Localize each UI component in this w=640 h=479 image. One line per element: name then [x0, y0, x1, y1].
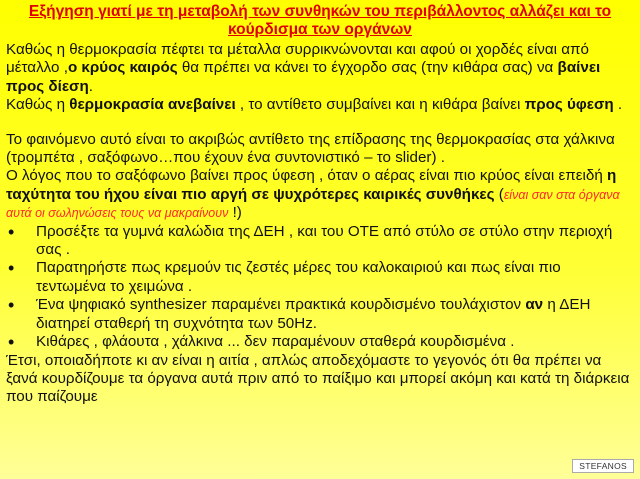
para1-text-1: Καθώς η θερμοκρασία πέφτει τα μέταλλα συρρικνώνονται και αφού οι χορδές είναι από μέταλλο , — [6, 41, 589, 77]
para1-text-3: . — [88, 77, 93, 95]
paragraph-1 — [6, 41, 632, 96]
bullet-item-4: • Κιθάρες , φλάουτα , χάλκινα ... δεν παραμένουν σταθερά κουρδισμένα . — [6, 333, 632, 351]
para2-text-1: Καθώς η — [6, 96, 70, 114]
para2-text-2: , το αντίθετο συμβαίνει και η κιθάρα βαίνει — [235, 96, 525, 114]
spacer — [6, 115, 632, 131]
bullet3-text-2: η ΔΕΗ διατηρεί σταθερή τη συχνότητα των 50Hz. — [36, 296, 591, 332]
slide-title — [0, 0, 640, 39]
title-line-2: κούρδισμα των οργάνων — [228, 21, 412, 38]
para1-bold-1: ο κρύος καιρός — [67, 59, 178, 77]
para4-text-1: Ο λόγος που το σαξόφωνο βαίνει προς ύφεση , όταν ο αέρας είναι πιο κρύος είναι επειδή — [6, 167, 607, 185]
bullet-item-3 — [6, 296, 632, 333]
paragraph-2 — [6, 96, 632, 114]
para4-note: είναι σαν στα όργανα αυτά οι σωληνώσεις τους να μακραίνουν — [6, 187, 620, 221]
bullet-list — [6, 223, 632, 352]
title-line-1: Εξήγηση γιατί με τη μεταβολή των συνθηκών του περιβάλλοντος αλλάζει και το — [28, 3, 612, 20]
bullet-item-2: • Παρατηρήστε πως κρεμούν τις ζεστές μέρες του καλοκαιριού και πως είναι πιο τεντωμένα το χειμώνα . — [6, 259, 632, 296]
para2-bold-2: προς ύφεση — [524, 96, 614, 114]
paragraph-3: Το φαινόμενο αυτό είναι το ακριβώς αντίθετο της επίδρασης της θερμοκρασίας στα χάλκινα (τρομπέτα , σαξόφωνο…που έχουν ένα συντονιστικό – το slider) . — [6, 130, 615, 167]
bullet-item-1: • Προσέξτε τα γυμνά καλώδια της ΔΕΗ , και του ΟΤΕ από στύλο σε στύλο στην περιοχή σας . — [6, 223, 632, 260]
para2-bold-1: θερμοκρασία ανεβαίνει — [69, 96, 236, 114]
bullet3-text-1: Ένα ψηφιακό synthesizer παραμένει πρακτικά κουρδισμένο τουλάχιστον — [36, 296, 526, 314]
para2-text-3: . — [613, 96, 623, 114]
bullet3-bold: αν — [525, 296, 544, 314]
para4-text-2: ( — [494, 185, 504, 203]
slide-body — [0, 39, 640, 407]
para4-bold-1: η ταχύτητα του ήχου είναι πιο αργή σε ψυχρότερες καιρικές συνθήκες — [6, 167, 617, 203]
paragraph-5: Έτσι, οποιαδήποτε κι αν είναι η αιτία , απλώς αποδεχόμαστε το γεγονός ότι θα πρέπει να ξανά κουρδίζουμε τα όργανα αυτά πριν από το παίξιμο και μπορεί ακόμη και κατά τη διάρκεια που παίζουμε — [6, 351, 630, 406]
para1-text-2: θα πρέπει να κάνει το έγχορδο σας (την κιθάρα σας) να — [177, 59, 558, 77]
para1-bold-2: βαίνει προς δίεση — [6, 59, 601, 95]
paragraph-4 — [6, 167, 632, 222]
author-badge: STEFANOS — [572, 459, 634, 473]
para4-text-3: !) — [228, 204, 242, 222]
